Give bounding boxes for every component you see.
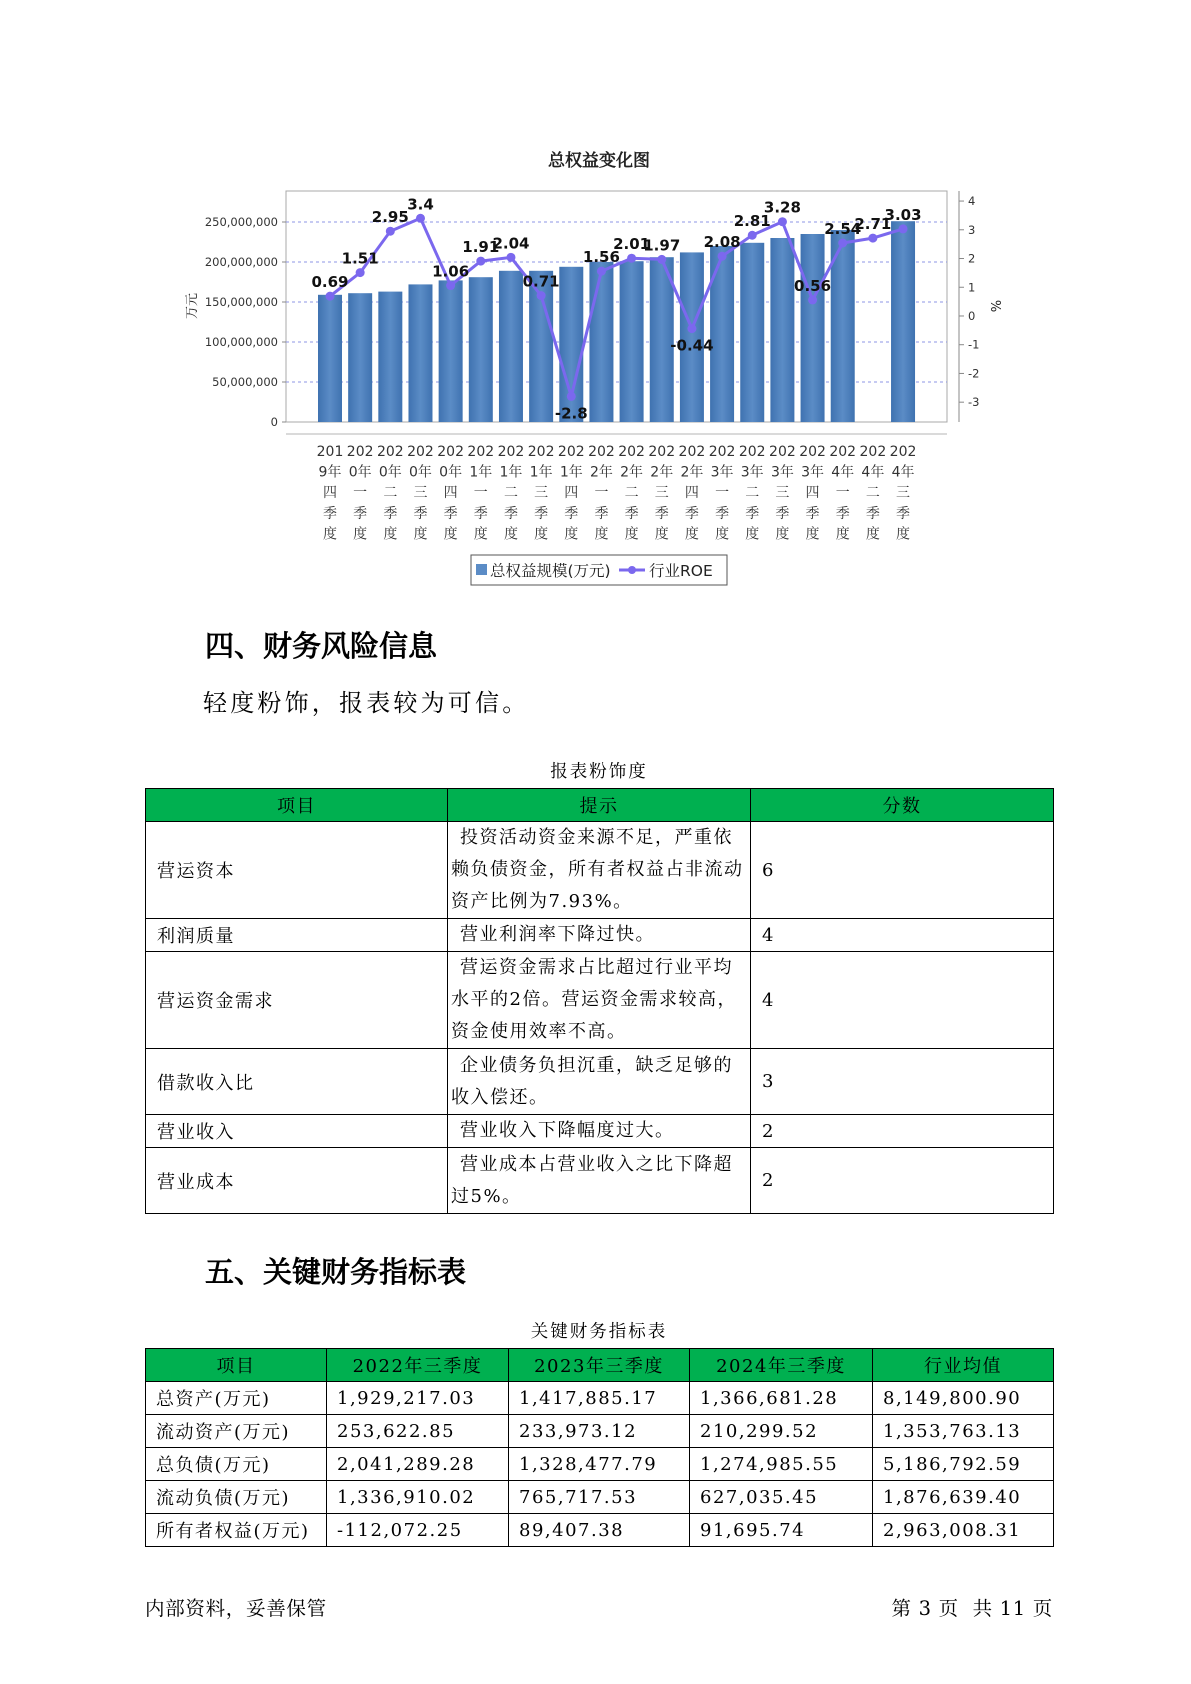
x-tick-label-line: 度: [323, 526, 337, 543]
x-tick-label-line: 季: [745, 505, 760, 522]
x-tick-label-line: 202: [557, 444, 585, 460]
x-tick-label-line: 季: [594, 505, 609, 522]
cell-item: 营业收入: [146, 1115, 448, 1148]
table-header-row: [146, 789, 1054, 822]
x-tick-label-line: 四: [805, 485, 820, 502]
roe-point: [567, 392, 576, 401]
equity-bar: [318, 295, 342, 422]
roe-point: [748, 231, 757, 240]
x-tick-label: [437, 444, 464, 542]
x-tick-label-line: 2年: [620, 464, 644, 481]
header-cell-item: 项目: [146, 789, 448, 822]
x-tick-label: [769, 444, 796, 542]
total-equity-chart: [0, 0, 1191, 600]
x-tick-label-line: 0年: [409, 464, 432, 481]
cell-score: 6: [751, 822, 1054, 919]
cell-industry-avg: 2,963,008.31: [873, 1514, 1054, 1547]
x-tick-label-line: 二: [624, 485, 639, 502]
x-tick-label-line: 季: [775, 505, 790, 522]
header-cell-score: 分数: [751, 789, 1054, 822]
table-row: [146, 822, 1054, 919]
cell-2023q3: 89,407.38: [509, 1514, 690, 1547]
y2-tick-label: 4: [968, 194, 976, 209]
x-tick-label-line: 季: [503, 505, 518, 522]
x-tick-label-line: 季: [353, 505, 368, 522]
table-row: [146, 1514, 1054, 1547]
x-tick-label-line: 202: [497, 444, 525, 460]
x-tick-label: [829, 444, 856, 542]
table-row: [146, 1115, 1054, 1148]
x-tick-label-line: 二: [383, 485, 398, 502]
x-tick-label-line: 四: [564, 485, 579, 502]
window-dressing-table: [145, 788, 1054, 1214]
roe-data-label: 3.03: [884, 205, 922, 224]
x-tick-label-line: 1年: [529, 464, 553, 481]
page-footer: [145, 1596, 1053, 1622]
x-tick-label-line: 9年: [318, 464, 342, 481]
x-tick-label-line: 四: [443, 485, 458, 502]
y2-tick-label: 1: [968, 280, 976, 295]
y-tick-label: 50,000,000: [212, 375, 278, 389]
x-tick-label-line: 二: [865, 485, 880, 502]
x-tick-label: [890, 444, 917, 542]
x-tick-label-line: 季: [443, 505, 458, 522]
cell-industry-avg: 8,149,800.90: [873, 1382, 1054, 1415]
equity-bar: [891, 221, 915, 422]
x-tick-label-line: 度: [353, 526, 368, 543]
y2-tick-label: -3: [968, 395, 980, 410]
cell-score: 4: [751, 952, 1054, 1049]
x-tick-label-line: 3年: [740, 464, 764, 481]
x-tick-label-line: 202: [346, 444, 374, 460]
equity-bar: [770, 238, 794, 422]
roe-data-label: 2.95: [371, 208, 409, 227]
cell-item: 流动负债(万元): [146, 1481, 327, 1514]
roe-point: [386, 227, 395, 236]
x-tick-label: [347, 444, 374, 542]
roe-point: [868, 234, 877, 243]
cell-item: 总负债(万元): [146, 1448, 327, 1481]
x-tick-label-line: 3年: [801, 464, 825, 481]
equity-bar: [378, 292, 402, 422]
x-tick-label-line: 1年: [499, 464, 523, 481]
x-tick-label: [588, 444, 615, 542]
cell-2023q3: 765,717.53: [509, 1481, 690, 1514]
x-tick-label-line: 0年: [439, 464, 463, 481]
cell-2023q3: 1,328,477.79: [509, 1448, 690, 1481]
kpi-table-caption: 关键财务指标表: [530, 1322, 668, 1342]
equity-bar: [348, 293, 372, 422]
footer-confidential-note: 内部资料，妥善保管: [145, 1597, 327, 1620]
footer-page-number: 第 3 页 共 11 页: [891, 1597, 1053, 1620]
roe-data-label: 1.06: [432, 262, 470, 281]
roe-data-label: -2.8: [554, 404, 588, 423]
x-tick-label-line: 1年: [559, 464, 583, 481]
cell-item: 营运资本: [146, 822, 448, 919]
cell-2022q3: 2,041,289.28: [327, 1448, 509, 1481]
x-tick-label: [679, 444, 706, 542]
x-tick-label-line: 季: [564, 505, 579, 522]
x-tick-label-line: 季: [383, 505, 398, 522]
x-tick-label-line: 2年: [589, 464, 613, 481]
cell-2022q3: 253,622.85: [327, 1415, 509, 1448]
x-tick-label-line: 度: [413, 526, 428, 543]
cell-hint: 投资活动资金来源不足，严重依赖负债资金，所有者权益占非流动资产比例为7.93%。: [448, 822, 751, 919]
section-heading-key-indicators: 五、关键财务指标表: [205, 1255, 467, 1289]
x-tick-label-line: 二: [503, 485, 518, 502]
cell-score: 4: [751, 919, 1054, 952]
x-tick-label-line: 度: [805, 526, 820, 543]
x-tick-label-line: 季: [835, 505, 850, 522]
roe-point: [597, 267, 606, 276]
header-cell-2022q3: 2022年三季度: [327, 1349, 509, 1382]
y-tick-label: 250,000,000: [204, 215, 278, 229]
x-tick-label-line: 三: [534, 485, 549, 502]
x-tick-label-line: 4年: [891, 464, 915, 481]
cell-item: 营业成本: [146, 1148, 448, 1214]
x-tick-label-line: 3年: [710, 464, 734, 481]
x-tick-label-line: 202: [618, 444, 645, 460]
cell-item: 总资产(万元): [146, 1382, 327, 1415]
x-tick-label: [618, 444, 645, 542]
cell-score: 3: [751, 1049, 1054, 1115]
x-tick-label-line: 季: [624, 505, 639, 522]
table-row: [146, 919, 1054, 952]
equity-bar: [620, 261, 644, 422]
equity-bar: [408, 284, 432, 422]
table-row: [146, 1415, 1054, 1448]
roe-point: [687, 324, 696, 333]
x-tick-label-line: 四: [323, 485, 337, 502]
cell-item: 营运资金需求: [146, 952, 448, 1049]
table-row: [146, 1382, 1054, 1415]
x-tick-label-line: 一: [715, 485, 730, 502]
roe-point: [476, 257, 485, 266]
roe-data-label: 3.28: [763, 198, 801, 217]
x-tick-label-line: 202: [708, 444, 736, 460]
roe-point: [356, 268, 365, 277]
x-tick-label-line: 2年: [650, 464, 674, 481]
header-cell-industry-avg: 行业均值: [873, 1349, 1054, 1382]
y-tick-label: 200,000,000: [204, 255, 278, 269]
legend-swatch-equity: [476, 564, 487, 575]
section-heading-financial-risk: 四、财务风险信息: [205, 629, 438, 663]
header-cell-hint: 提示: [448, 789, 751, 822]
x-tick-label: [467, 444, 494, 542]
roe-data-label: 2.08: [703, 233, 741, 252]
roe-data-label: 2.01: [613, 235, 651, 254]
x-tick-label: [407, 444, 434, 542]
roe-point: [808, 295, 817, 304]
roe-point: [446, 281, 455, 290]
x-tick-label-line: 一: [835, 485, 850, 502]
cell-2023q3: 233,973.12: [509, 1415, 690, 1448]
x-tick-label-line: 度: [594, 526, 609, 543]
x-tick-label-line: 202: [376, 444, 404, 460]
chart-legend: [471, 555, 727, 585]
cell-2023q3: 1,417,885.17: [509, 1382, 690, 1415]
x-tick-label-line: 度: [775, 526, 790, 543]
cell-hint: 企业债务负担沉重，缺乏足够的收入偿还。: [448, 1049, 751, 1115]
x-tick-label: [317, 444, 344, 542]
x-tick-label: [860, 444, 887, 542]
x-tick-label: [558, 444, 585, 542]
x-tick-label-line: 202: [678, 444, 706, 460]
legend-label-roe: 行业ROE: [649, 562, 713, 580]
x-tick-label-line: 度: [383, 526, 398, 543]
roe-data-label: 2.81: [733, 212, 771, 231]
equity-bar: [589, 262, 613, 422]
roe-data-label: 0.56: [794, 276, 832, 295]
x-tick-label: [799, 444, 826, 542]
roe-point: [627, 254, 636, 263]
x-tick-label-line: 度: [503, 526, 518, 543]
cell-item: 流动资产(万元): [146, 1415, 327, 1448]
x-tick-label-line: 度: [443, 526, 458, 543]
cell-2024q3: 210,299.52: [690, 1415, 873, 1448]
key-financial-indicators-table: [145, 1348, 1054, 1547]
y2-tick-label: -1: [968, 337, 980, 352]
roe-data-label: 0.71: [522, 272, 560, 291]
x-tick-label-line: 三: [896, 485, 911, 502]
x-tick-label-line: 季: [896, 505, 911, 522]
equity-bar: [469, 277, 493, 422]
x-tick-label-line: 三: [775, 485, 790, 502]
roe-point: [838, 239, 847, 248]
x-tick-label-line: 季: [413, 505, 428, 522]
y2-tick-label: 3: [968, 222, 976, 237]
cell-item: 所有者权益(万元): [146, 1514, 327, 1547]
table-row: [146, 1049, 1054, 1115]
x-tick-label-line: 度: [654, 526, 669, 543]
x-tick-label-line: 度: [534, 526, 549, 543]
x-tick-label: [528, 444, 555, 542]
y2-tick-label: 2: [968, 251, 976, 266]
x-tick-label-line: 季: [323, 505, 337, 522]
x-tick-label-line: 度: [564, 526, 579, 543]
roe-point: [506, 253, 515, 262]
table-row: [146, 952, 1054, 1049]
table-row: [146, 1148, 1054, 1214]
cell-2022q3: 1,336,910.02: [327, 1481, 509, 1514]
risk-summary-text: 轻度粉饰，报表较为可信。: [203, 689, 530, 717]
x-tick-label-line: 202: [648, 444, 676, 460]
y2-tick-label: 0: [968, 308, 976, 323]
y2-tick-label: -2: [968, 366, 980, 381]
cell-hint: 营运资金需求占比超过行业平均水平的2倍。营运资金需求较高，资金使用效率不高。: [448, 952, 751, 1049]
x-tick-label-line: 度: [684, 526, 699, 543]
x-tick-label-line: 季: [715, 505, 730, 522]
roe-data-label: 1.97: [643, 236, 681, 255]
roe-data-label: 2.54: [824, 220, 862, 239]
x-tick-label-line: 季: [654, 505, 669, 522]
cell-industry-avg: 1,876,639.40: [873, 1481, 1054, 1514]
roe-point: [416, 214, 425, 223]
cell-hint: 营业利润率下降过快。: [448, 919, 751, 952]
roe-data-label: 1.56: [582, 248, 620, 267]
y-tick-label: 100,000,000: [204, 335, 278, 349]
equity-bar: [439, 280, 463, 422]
y-axis-label: 万元: [185, 292, 200, 320]
x-tick-label-line: 三: [654, 485, 669, 502]
y2-axis-label: %: [987, 299, 1002, 313]
risk-table-caption: 报表粉饰度: [550, 762, 648, 782]
x-tick-label-line: 202: [437, 444, 465, 460]
header-cell-2024q3: 2024年三季度: [690, 1349, 873, 1382]
y-tick-label: 0: [270, 415, 278, 429]
x-tick-label-line: 二: [745, 485, 760, 502]
cell-2022q3: 1,929,217.03: [327, 1382, 509, 1415]
x-tick-label-line: 三: [413, 485, 428, 502]
cell-industry-avg: 1,353,763.13: [873, 1415, 1054, 1448]
roe-point: [778, 217, 787, 226]
cell-industry-avg: 5,186,792.59: [873, 1448, 1054, 1481]
x-tick-label-line: 0年: [378, 464, 402, 481]
equity-bar: [499, 271, 523, 422]
cell-2024q3: 1,366,681.28: [690, 1382, 873, 1415]
roe-point: [718, 252, 727, 261]
x-tick-label-line: 202: [738, 444, 766, 460]
roe-data-label: 3.4: [407, 195, 434, 214]
cell-score: 2: [751, 1148, 1054, 1214]
x-tick-label-line: 度: [715, 526, 730, 543]
x-tick-label: [498, 444, 525, 542]
x-tick-label-line: 3年: [770, 464, 794, 481]
roe-point: [537, 291, 546, 300]
cell-hint: 营业收入下降幅度过大。: [448, 1115, 751, 1148]
cell-hint: 营业成本占营业收入之比下降超过5%。: [448, 1148, 751, 1214]
x-tick-label: [648, 444, 675, 542]
cell-item: 借款收入比: [146, 1049, 448, 1115]
x-tick-label-line: 1年: [469, 464, 493, 481]
cell-score: 2: [751, 1115, 1054, 1148]
legend-label-equity: 总权益规模(万元): [490, 562, 611, 580]
x-tick-label-line: 202: [799, 444, 826, 460]
x-tick-label-line: 一: [473, 485, 488, 502]
roe-data-label: 2.71: [854, 215, 892, 234]
roe-data-label: -0.44: [670, 336, 714, 355]
x-tick-label-line: 4年: [861, 464, 885, 481]
x-tick-label-line: 4年: [831, 464, 855, 481]
cell-2022q3: -112,072.25: [327, 1514, 509, 1547]
x-tick-label-line: 季: [865, 505, 880, 522]
x-tick-label-line: 2年: [680, 464, 704, 481]
x-tick-label-line: 202: [588, 444, 615, 460]
roe-point: [657, 255, 666, 264]
x-tick-label-line: 202: [889, 444, 917, 460]
header-cell-2023q3: 2023年三季度: [509, 1349, 690, 1382]
x-tick-label-line: 202: [769, 444, 796, 460]
x-tick-label-line: 202: [859, 444, 887, 460]
x-tick-label-line: 四: [684, 485, 699, 502]
x-tick-label-line: 季: [805, 505, 820, 522]
x-tick-label: [377, 444, 404, 542]
x-tick-label: [739, 444, 766, 542]
x-tick-label-line: 季: [534, 505, 549, 522]
roe-data-label: 0.69: [311, 273, 349, 292]
cell-item: 利润质量: [146, 919, 448, 952]
x-tick-label-line: 季: [684, 505, 699, 522]
x-tick-label-line: 0年: [348, 464, 372, 481]
legend-swatch-roe-marker: [628, 566, 636, 574]
x-tick-label-line: 度: [473, 526, 488, 543]
x-tick-label: [709, 444, 736, 542]
cell-2024q3: 627,035.45: [690, 1481, 873, 1514]
cell-2024q3: 91,695.74: [690, 1514, 873, 1547]
x-tick-label-line: 202: [829, 444, 857, 460]
roe-data-label: 2.04: [492, 234, 530, 253]
x-tick-label-line: 202: [407, 444, 434, 460]
roe-point: [899, 224, 908, 233]
roe-point: [326, 292, 335, 301]
y-tick-label: 150,000,000: [204, 295, 278, 309]
equity-bar: [710, 246, 734, 422]
header-cell-item: 项目: [146, 1349, 327, 1382]
roe-data-label: 1.91: [462, 238, 500, 257]
x-tick-label-line: 度: [865, 526, 880, 543]
table-row: [146, 1448, 1054, 1481]
table-row: [146, 1481, 1054, 1514]
x-tick-label-line: 202: [527, 444, 555, 460]
x-tick-label-line: 度: [835, 526, 850, 543]
x-tick-label-line: 季: [473, 505, 488, 522]
table-header-row: [146, 1349, 1054, 1382]
cell-2024q3: 1,274,985.55: [690, 1448, 873, 1481]
x-tick-label-line: 一: [594, 485, 609, 502]
roe-data-label: 1.51: [341, 249, 379, 268]
x-tick-label-line: 度: [624, 526, 639, 543]
equity-bar: [801, 234, 825, 422]
x-tick-label-line: 度: [745, 526, 760, 543]
x-tick-label-line: 度: [896, 526, 911, 543]
x-tick-label-line: 一: [353, 485, 368, 502]
chart-title: 总权益变化图: [548, 151, 650, 171]
x-tick-label-line: 201: [316, 444, 344, 460]
equity-bar: [740, 243, 764, 422]
x-tick-label-line: 202: [467, 444, 495, 460]
